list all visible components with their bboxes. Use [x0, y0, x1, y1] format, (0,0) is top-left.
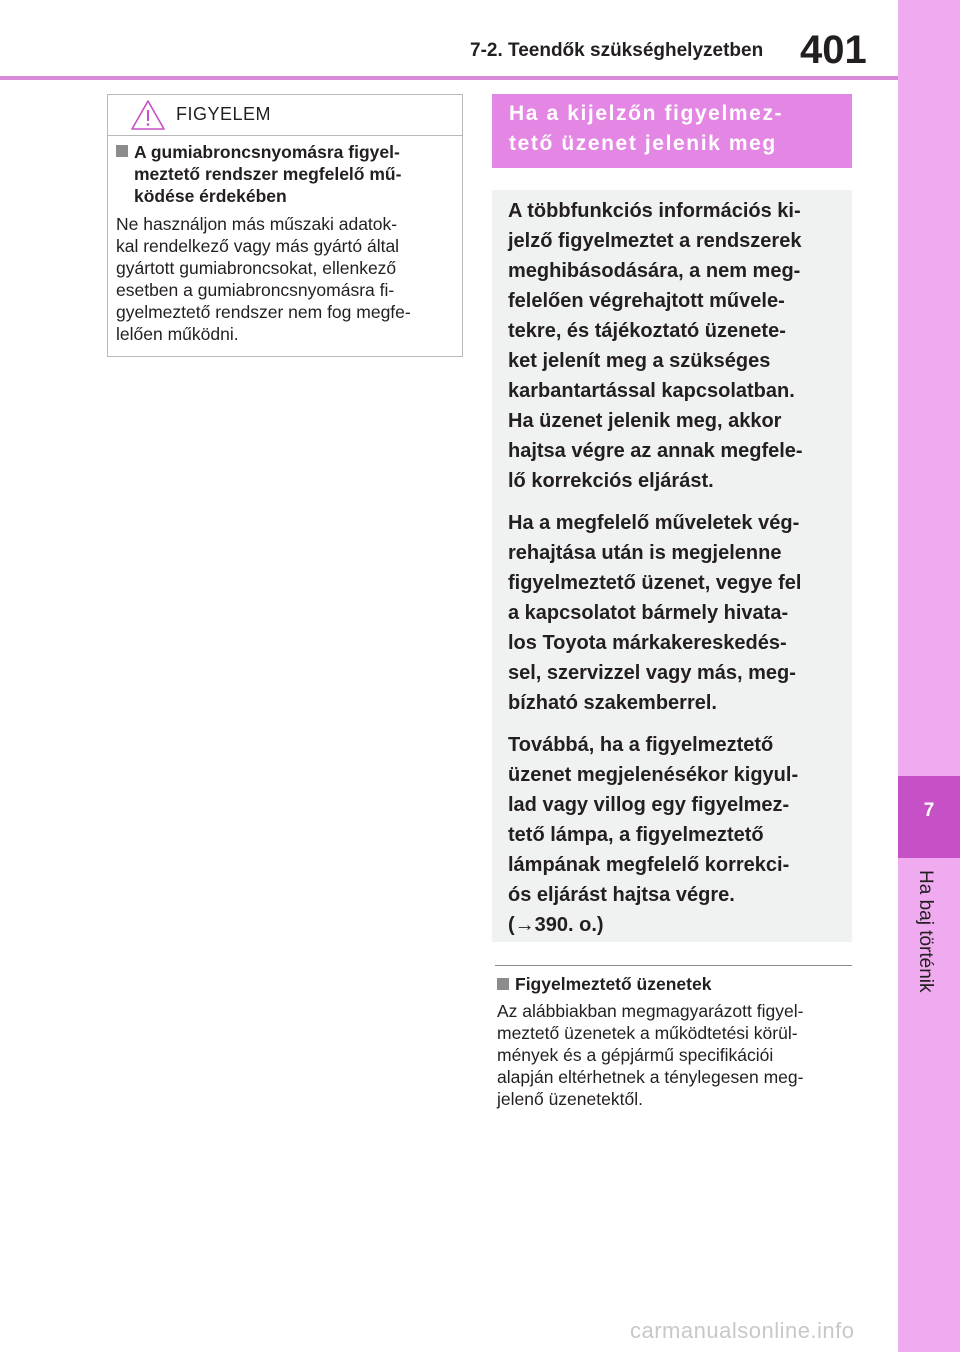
- warnings-subheading: Figyelmeztető üzenetek: [497, 974, 711, 995]
- warning-triangle-icon: [130, 99, 166, 131]
- section-divider: [495, 965, 852, 966]
- section-title: 7-2. Teendők szükséghelyzetben: [470, 40, 764, 61]
- watermark: carmanualsonline.info: [630, 1318, 855, 1343]
- caution-box: [107, 94, 463, 357]
- caution-title: FIGYELEM: [176, 104, 272, 124]
- page-reference-link[interactable]: (→390. o.): [508, 914, 604, 936]
- info-paragraph-2: Ha a megfelelő műveletek vég- rehajtása után is megjelenne figyelmeztető üzenet, vegye fel a kapcsolatot bármely hivata- los Toyota márkakereskedés- sel, szervizzel vagy más, meg- bízható szakemberrel.: [508, 512, 802, 714]
- chapter-number: 7: [923, 800, 935, 821]
- chapter-label: Ha baj történik: [915, 870, 936, 993]
- caution-header: [108, 95, 462, 136]
- bullet-square-icon: [116, 145, 128, 157]
- page-number: 401: [800, 28, 867, 72]
- caution-subheading: A gumiabroncsnyomásra figyel- meztető rendszer megfelelő mű- ködése érdekében: [116, 141, 452, 207]
- info-paragraph-1: A többfunkciós információs ki- jelző figyelmeztet a rendszerek meghibásodására, a nem meg- felelően végrehajtott művele- tekre, és tájékoztató üzenete- ket jelenít meg a szükséges karbantartással kapcsolatban. Ha üzenet jelenik meg, akkor hajtsa végre az annak megfele- lő korrekciós eljárást.: [508, 200, 803, 492]
- warnings-body: Az alábbiakban megmagyarázott figyel- meztető üzenetek a működtetési körül- mények és a gépjármű specifikációi alapján eltérhetnek a ténylegesen meg- jelenő üzenetektől.: [497, 1001, 804, 1109]
- info-paragraph-3: Továbbá, ha a figyelmeztető üzenet megjelenésékor kigyul- lad vagy villog egy figyelmez- tető lámpa, a figyelmeztető lámpának megfelelő korrekci- ós eljárást hajtsa végre. (→390. o.): [508, 730, 846, 940]
- bullet-square-icon: [497, 978, 509, 990]
- info-box: [492, 190, 852, 942]
- chapter-side-tab: [898, 0, 960, 1352]
- caution-body: Ne használjon más műszaki adatok- kal rendelkező vagy más gyártó által gyártott gumiabroncsokat, ellenkező esetben a gumiabroncsnyomásra fi- gyelmeztető rendszer nem fog megfe- lelően működni.: [116, 214, 411, 344]
- section-heading: Ha a kijelzőn figyelmez- tető üzenet jelenik meg: [492, 94, 852, 168]
- header-divider: [0, 76, 898, 80]
